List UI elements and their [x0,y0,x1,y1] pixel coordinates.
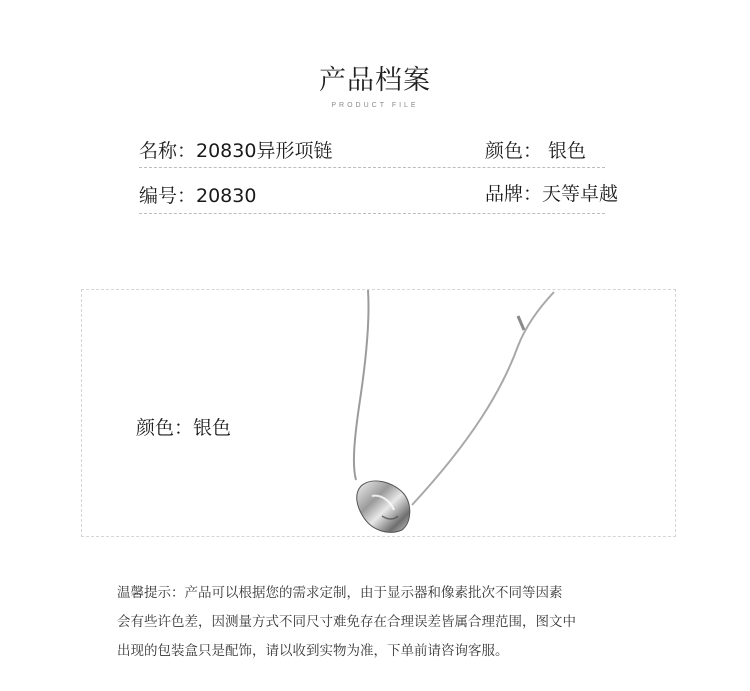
necklace-chain-left [354,290,369,480]
page-title: 产品档案 [319,65,431,96]
product-brand: 品牌：天等卓越 [485,183,619,205]
product-name: 名称：20830异形项链 [139,140,333,162]
divider-line-2 [139,213,605,214]
necklace-photo [82,290,676,537]
divider-line-1 [139,167,605,168]
necklace-chain-right [412,292,554,505]
notice-line-2: 会有些许色差，因测量方式不同尺寸难免存在合理误差皆属合理范围，图文中 [117,614,576,630]
photo-color-label: 颜色：银色 [136,417,232,439]
product-code: 编号：20830 [139,185,257,207]
necklace-clasp [518,316,524,330]
product-photo-frame [81,289,676,537]
page-subtitle: PRODUCT FILE [331,102,419,109]
product-color: 颜色： 银色 [485,140,587,162]
notice-line-3: 出现的包装盒只是配饰，请以收到实物为准，下单前请咨询客服。 [117,643,509,659]
notice-line-1: 温馨提示：产品可以根据您的需求定制，由于显示器和像素批次不同等因素 [117,585,563,601]
necklace-pendant [357,481,410,532]
